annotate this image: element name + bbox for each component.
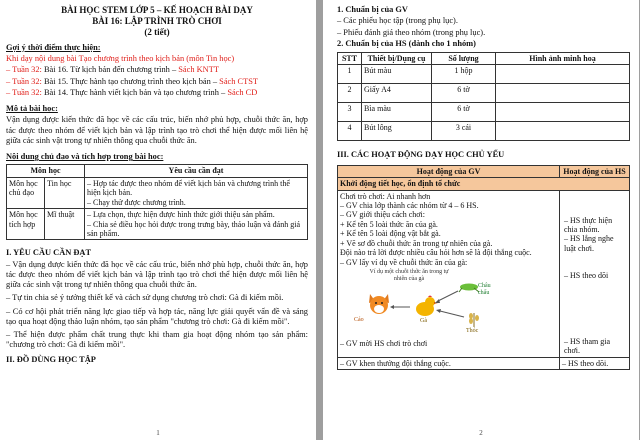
integration-table (6, 164, 308, 240)
gv-prep-item: – Phiếu đánh giá theo nhóm (trong phụ lục). (337, 27, 486, 37)
objective-paragraph: – Thể hiện được phẩm chất trung thực khi tham gia hoạt động nhóm tạo sản phẩm: "chương trò chơi: Gà đi kiếm mồi". (6, 330, 308, 350)
table-row: 2 Giấy A4 6 tờ (338, 84, 630, 103)
food-chain-arrows (346, 269, 496, 337)
section-2-heading: II. ĐỒ DÙNG HỌC TẬP (6, 354, 96, 364)
week-item: – Tuần 32: Bài 15. Thực hành tạo chương trình theo kịch bản – Sách CTST (6, 76, 259, 86)
activity-section: Khởi động tiết học, ổn định tổ chức (338, 178, 630, 190)
col-requirement: Yêu cầu cần đạt (85, 165, 308, 177)
integration-heading: Nội dung chủ đạo và tích hợp trong bài học: (6, 152, 164, 162)
activity-table: Hoạt động của GV Hoạt động của HS Khởi động tiết học, ổn định tổ chức Chơi trò chơi: Ai nhanh hơn – GV chia lớp thành các nhóm từ 4 – 6 HS. – GV giới thiệu cách chơi: + Kể tên 5 loài thức ăn của gà. + Kể tên 5 loài động vật bắt gà. + Vẽ sơ đồ chuỗi thức ăn trong tự nhiên của gà. Đội nào trả lời được nhiều câu hỏi hơn sẽ là đội thắng cuộc. – GV lấy ví dụ về chuỗi thức ăn của gà: Ví dụ một chuỗi thức ăn trong tự nhiên của gà Châu chấu Cáo Gà Thóc – GV mời HS chơi trò chơi – HS thực hiện chia nhóm. – HS lắng nghe luật chơi. – HS theo dõi – HS tham gia chơi. – GV khen thưởng đội thắng cuộc. – HS theo dõi. (337, 165, 630, 370)
gv-prep-item: – Các phiếu học tập (trong phụ lục). (337, 16, 458, 26)
objective-paragraph: – Có cơ hội phát triển năng lực giao tiếp và hợp tác, năng lực giải quyết vấn đề và sáng tạo qua hoạt động thảo luận nhóm, tạo sản phẩm "chương trò chơi: Gà đi kiếm mồi". (6, 306, 308, 326)
title-line-3: (2 tiết) (144, 26, 170, 37)
title-line-1: BÀI HỌC STEM LỚP 5 – KẾ HOẠCH BÀI DẠY (61, 5, 253, 15)
hs-prep-heading: 2. Chuẩn bị của HS (dành cho 1 nhóm) (337, 38, 476, 48)
table-row: Chơi trò chơi: Ai nhanh hơn – GV chia lớp thành các nhóm từ 4 – 6 HS. – GV giới thiệu cách chơi: + Kể tên 5 loài thức ăn của gà. + Kể tên 5 loài động vật bắt gà. + Vẽ sơ đồ chuỗi thức ăn trong tự nhiên của gà. Đội nào trả lời được nhiều câu hỏi hơn sẽ là đội thắng cuộc. – GV lấy ví dụ về chuỗi thức ăn của gà: Ví dụ một chuỗi thức ăn trong tự nhiên của gà Châu chấu Cáo Gà Thóc – GV mời HS chơi trò chơi – HS thực hiện chia nhóm. – HS lắng nghe luật chơi. – HS theo dõi – HS tham gia chơi. (338, 190, 630, 357)
week-item: – Tuần 32: Bài 14. Thực hành viết kịch bản và tạo chương trình – Sách CD (6, 87, 258, 97)
page-number: 1 (156, 429, 160, 438)
description-heading: Mô tả bài học: (6, 104, 58, 114)
table-row: 1 Bút màu 1 hộp (338, 65, 630, 84)
document-page-1 (0, 0, 316, 440)
lesson-title (6, 5, 308, 38)
supply-table: STT Thiết bị/Dụng cụ Số lượng Hình ảnh minh hoạ 1 Bút màu 1 hộp 2 Giấy A4 6 tờ 3 Bìa màu 6 tờ 4 Bút lông 3 cái (337, 52, 630, 141)
week-item: – Tuần 32: Bài 16. Từ kịch bản đến chương trình – Sách KNTT (6, 65, 219, 75)
table-row: 4 Bút lông 3 cái (338, 122, 630, 141)
col-subject: Môn học (7, 165, 85, 177)
table-row: Môn học chủ đạo Tin học – Hợp tác được theo nhóm để viết kịch bản và chương trình thể hiện kịch bản. – Chạy thử được chương trình. (7, 177, 308, 208)
objective-paragraph: – Tự tin chia sẻ ý tưởng thiết kế và cách sử dụng chương trò chơi: Gà đi kiếm mồi. (6, 293, 284, 303)
food-chain-illustration: Ví dụ một chuỗi thức ăn trong tự nhiên của gà Châu chấu Cáo Gà Thóc (346, 269, 496, 337)
timing-subject: Khi dạy nội dung bài Tạo chương trình theo kịch bản (môn Tin học) (6, 54, 235, 64)
objective-paragraph: – Vận dụng được kiến thức đã học về các cấu trúc, biến nhớ phù hợp, chuỗi thức ăn, hợp tác được theo nhóm để viết kịch bản và lập trình tạo trò chơi thể hiện được mối liên hệ giữa các sinh vật trong tự nhiên thông qua chuỗi thức ăn. (6, 259, 308, 290)
page-number: 2 (479, 429, 483, 438)
section-3-heading: III. CÁC HOẠT ĐỘNG DẠY HỌC CHỦ YẾU (337, 150, 505, 160)
table-row: Môn học tích hợp Mĩ thuật – Lựa chọn, thực hiện được hình thức giới thiệu sản phẩm. – Chia sẻ điều học hỏi được trong trưng bày, thảo luận và đánh giá sản phẩm. (7, 209, 308, 240)
description-text: Vận dụng được kiến thức đã học về các cấu trúc, biến nhớ phủ hợp, chuỗi thức ăn, hợp tác được theo nhóm để viết kịch bản và lập trình tạo trò chơi thể hiện được mối liên hệ giữa các sinh vật trong tự nhiên thông qua chuỗi thức ăn. (6, 115, 308, 145)
week-list (6, 65, 308, 98)
gv-prep-heading: 1. Chuẩn bị của GV (337, 5, 408, 14)
timing-heading: Gợi ý thời điểm thực hiện: (6, 42, 101, 52)
section-1-heading: I. YÊU CẦU CẦN ĐẠT (6, 248, 92, 258)
title-line-2: BÀI 16: LẬP TRÌNH TRÒ CHƠI (92, 15, 222, 26)
table-row: – GV khen thưởng đội thắng cuộc. – HS theo dõi. (338, 357, 630, 369)
document-page-2 (323, 0, 639, 440)
table-row: 3 Bìa màu 6 tờ (338, 103, 630, 122)
